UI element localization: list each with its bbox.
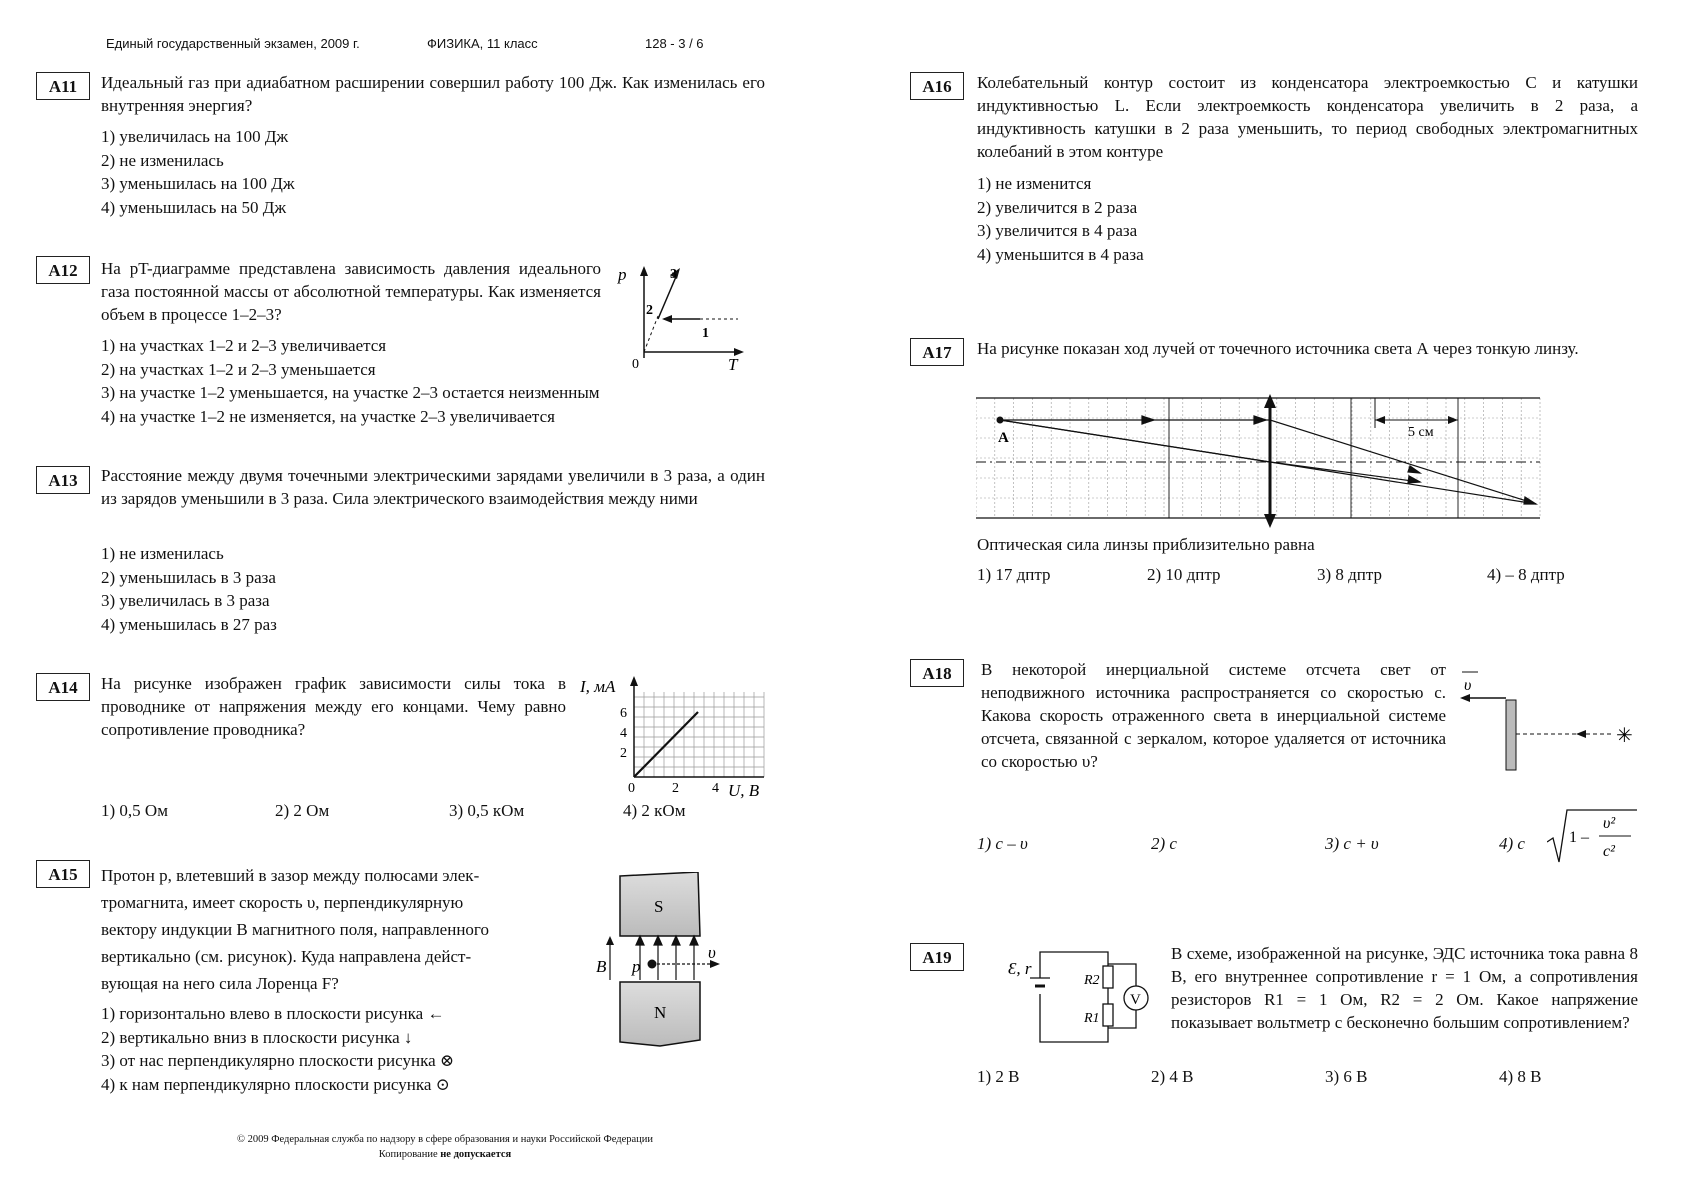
option-a14-2[interactable]: 2) 2 Ом (275, 801, 330, 820)
voltmeter-label: V (1130, 992, 1141, 1008)
circuit-diagram (1000, 944, 1150, 1044)
option-a12-2[interactable]: 2) на участках 1–2 и 2–3 уменьшается (101, 359, 376, 379)
option-a15-4[interactable]: 4) к нам перпендикулярно плоскости рисунка ⊙ (101, 1074, 450, 1094)
pole-s-label: S (654, 897, 664, 916)
r2-label: R2 (1084, 973, 1100, 988)
mirror-figure (1458, 664, 1638, 776)
option-a16-1[interactable]: 1) не изменится (977, 174, 1092, 193)
footer-line-2a: Копирование (378, 1149, 441, 1160)
iu-tick-x0: 0 (628, 781, 635, 796)
footer-line-2b: не допускается (440, 1149, 512, 1160)
option-a15-2[interactable]: 2) вертикально вниз в плоскости рисунка ↓ (101, 1027, 413, 1047)
option-a15-1[interactable]: 1) горизонтально влево в плоскости рисунка ← (101, 1004, 445, 1023)
field-lines (636, 936, 698, 980)
mirror-velocity-arrow (1460, 694, 1470, 702)
option-a17-3[interactable]: 3) 8 дптр (1317, 565, 1383, 584)
lens-arrow-top (1264, 394, 1276, 408)
question-number-a13: A13 (36, 466, 90, 494)
options-a13 (101, 542, 277, 636)
lens-arrow-bottom (1264, 514, 1276, 528)
option-a15-3[interactable]: 3) от нас перпендикулярно плоскости рисунка ⊗ (101, 1051, 455, 1070)
pt-segment-1-2-arrow (662, 315, 672, 323)
v-label: υ (708, 943, 716, 962)
question-number-a17: A17 (910, 338, 964, 366)
option-a12-3[interactable]: 3) на участке 1–2 уменьшается, на участке 2–3 остается неизменным (101, 383, 600, 402)
b-label: B (596, 957, 607, 976)
pt-label-p: p (618, 265, 627, 284)
option-a19-1[interactable]: 1) 2 В (977, 1067, 1020, 1086)
question-number-a14: A14 (36, 673, 90, 701)
a15-line-2: тромагнита, имеет скорость υ, перпендикулярную (101, 893, 464, 912)
mirror (1506, 700, 1516, 770)
option-a14-4[interactable]: 4) 2 кОм (623, 801, 686, 820)
pt-point-2: 2 (646, 303, 653, 318)
question-number-a11: A11 (36, 72, 90, 100)
question-text-a15 (101, 862, 581, 997)
a17-subtext: Оптическая сила линзы приблизительно равна (977, 535, 1315, 554)
ray-3-in (1000, 420, 1270, 462)
question-number-a15: A15 (36, 860, 90, 888)
option-a19-3[interactable]: 3) 6 В (1325, 1067, 1368, 1086)
question-text-a18: В некоторой инерциальной системе отсчета свет от неподвижного источника распространяется со скоростью c. Какова скорость отраженного света в инерциальной системе отсчета, связанной с зеркалом, которое удаляется от источника со скоростью υ? (981, 660, 1446, 771)
option-a13-3[interactable]: 3) увеличилась в 3 раза (101, 591, 270, 610)
pt-axis-p-arrow (640, 266, 648, 276)
ray-2-arrow (1524, 497, 1536, 504)
question-text-a13: Расстояние между двумя точечными электрическими зарядами увеличили в 3 раза, а один из зарядов уменьшили в 3 раза. Сила электрического взаимодействия между ними (101, 466, 765, 508)
option-a14-1[interactable]: 1) 0,5 Ом (101, 801, 168, 820)
pt-dash-origin (644, 316, 658, 352)
iu-label-i: I, мА (580, 677, 616, 696)
mirror-velocity-label: υ (1464, 677, 1472, 694)
options-a12 (101, 334, 600, 428)
question-number-a18: A18 (910, 659, 964, 687)
scale-arrow-right (1448, 416, 1458, 424)
question-text-a17: На рисунке показан ход лучей от точечного источника света А через тонкую линзу. (977, 339, 1579, 358)
option-a18-1[interactable]: 1) c – υ (977, 834, 1028, 853)
source-label: A (998, 430, 1009, 446)
pt-label-t: T (728, 355, 738, 374)
pt-point-3: 3 (670, 267, 677, 282)
question-text-a19: В схеме, изображенной на рисунке, ЭДС источника тока равна 8 В, его внутреннее сопротивление r = 1 Ом, а сопротивления резисторов R1 = 1 Ом, R2 = 2 Ом. Какое напряжение показывает вольтметр с бесконечно большим сопротивлением? (1171, 944, 1638, 1032)
emf-label: Ɛ, r (1008, 959, 1032, 978)
header-page: 128 - 3 / 6 (645, 36, 704, 51)
option-a16-2[interactable]: 2) увеличится в 2 раза (977, 197, 1138, 217)
iu-axis-i-arrow (630, 676, 638, 686)
ray-3-arrow (1408, 476, 1420, 483)
iu-tick-y6: 6 (620, 706, 627, 721)
sqrt-one: 1 – (1569, 829, 1589, 846)
option-a19-2[interactable]: 2) 4 В (1151, 1067, 1194, 1086)
pt-diagram (610, 262, 750, 374)
proton-label: p (632, 957, 641, 976)
question-number-a12: A12 (36, 256, 90, 284)
pt-point-1: 1 (702, 326, 709, 341)
question-text-a14: На рисунке изображен график зависимости силы тока в проводнике от напряжения между его концами. Чему равно сопротивление проводника? (101, 674, 566, 739)
sqrt-formula (1547, 806, 1639, 868)
option-a12-4[interactable]: 4) на участке 1–2 не изменяется, на участке 2–3 увеличивается (101, 406, 555, 426)
a15-line-1: Протон p, влетевший в зазор между полюсами элек- (101, 866, 480, 885)
option-a16-4[interactable]: 4) уменьшится в 4 раза (977, 244, 1144, 264)
option-a16-3[interactable]: 3) увеличится в 4 раза (977, 221, 1138, 240)
option-a14-3[interactable]: 3) 0,5 кОм (449, 801, 525, 820)
a15-line-5: вующая на него сила Лоренца F? (101, 974, 339, 993)
header-exam: Единый государственный экзамен, 2009 г. (106, 36, 360, 51)
light-source-star: ✳ (1616, 725, 1633, 747)
pt-label-zero: 0 (632, 357, 639, 372)
a15-line-3: вектору индукции B магнитного поля, направленного (101, 920, 489, 939)
ray-1-arrow-a (1142, 416, 1154, 424)
ray-3-out (1270, 462, 1420, 482)
option-a12-1[interactable]: 1) на участках 1–2 и 2–3 увеличивается (101, 336, 387, 355)
option-a19-4[interactable]: 4) 8 В (1499, 1067, 1542, 1086)
resistor-r2 (1103, 966, 1113, 988)
option-a11-4[interactable]: 4) уменьшилась на 50 Дж (101, 197, 287, 217)
circuit-wire-left (1040, 952, 1108, 1042)
iu-tick-y4: 4 (620, 726, 627, 741)
sqrt-num: υ² (1603, 815, 1616, 832)
options-a16 (977, 172, 1144, 266)
option-a18-4[interactable]: 4) c (1499, 834, 1525, 853)
option-a11-1[interactable]: 1) увеличилась на 100 Дж (101, 127, 289, 146)
footer-line-1: © 2009 Федеральная служба по надзору в сфере образования и науки Российской Федерации (236, 1134, 654, 1145)
iu-label-u: U, В (728, 781, 760, 800)
footer-copyright (150, 1132, 740, 1162)
iu-tick-x4: 4 (712, 781, 719, 796)
iu-graph (578, 672, 770, 800)
option-a11-2[interactable]: 2) не изменилась (101, 150, 224, 170)
options-a11 (101, 125, 295, 219)
iu-tick-y2: 2 (620, 746, 627, 761)
r1-label: R1 (1084, 1011, 1100, 1026)
iu-tick-x2: 2 (672, 781, 679, 796)
a15-line-4: вертикально (см. рисунок). Куда направлена дейст- (101, 947, 472, 966)
lens-diagram (976, 392, 1542, 528)
footer-line-2 (150, 1147, 740, 1162)
option-a18-3[interactable]: 3) c + υ (1325, 834, 1379, 853)
scale-arrow-left (1375, 416, 1385, 424)
option-a13-4[interactable]: 4) уменьшилась в 27 раз (101, 614, 277, 634)
question-number-a16: A16 (910, 72, 964, 100)
option-a17-2[interactable]: 2) 10 дптр (1147, 565, 1221, 584)
sqrt-den: c² (1603, 843, 1615, 860)
resistor-r1 (1103, 1004, 1113, 1026)
header-subject: ФИЗИКА, 11 класс (427, 36, 538, 51)
question-text-a12: На pT-диаграмме представлена зависимость давления идеального газа постоянной массы от абсолютной температуры. Как изменяется объем в процессе 1–2–3? (101, 259, 601, 324)
option-a17-4[interactable]: 4) – 8 дптр (1487, 565, 1565, 584)
question-text-a16: Колебательный контур состоит из конденсатора электроемкостью C и катушки индуктивностью L. Если электроемкость конденсатора увеличить в 2 раза, а индуктивность катушки в 2 раза уменьшить, то период свободных электромагнитных колебаний в этом контуре (977, 73, 1638, 161)
option-a18-2[interactable]: 2) c (1151, 834, 1177, 853)
pole-n-label: N (654, 1003, 667, 1022)
question-number-a19: A19 (910, 943, 964, 971)
question-text-a11: Идеальный газ при адиабатном расширении совершил работу 100 Дж. Как изменилась его внутренняя энергия? (101, 73, 765, 115)
option-a17-1[interactable]: 1) 17 дптр (977, 565, 1051, 584)
light-ray-arrow (1576, 730, 1586, 738)
lens-grid (976, 398, 1540, 518)
option-a13-1[interactable]: 1) не изменилась (101, 544, 224, 563)
ray-1-arrow-b (1254, 416, 1266, 424)
b-vector-arrow (606, 936, 614, 945)
electromagnet-figure (596, 872, 728, 1048)
options-a15 (101, 1002, 454, 1096)
option-a13-2[interactable]: 2) уменьшилась в 3 раза (101, 567, 276, 587)
scale-label: 5 см (1408, 425, 1434, 440)
iu-grid (634, 692, 764, 777)
option-a11-3[interactable]: 3) уменьшилась на 100 Дж (101, 174, 295, 193)
